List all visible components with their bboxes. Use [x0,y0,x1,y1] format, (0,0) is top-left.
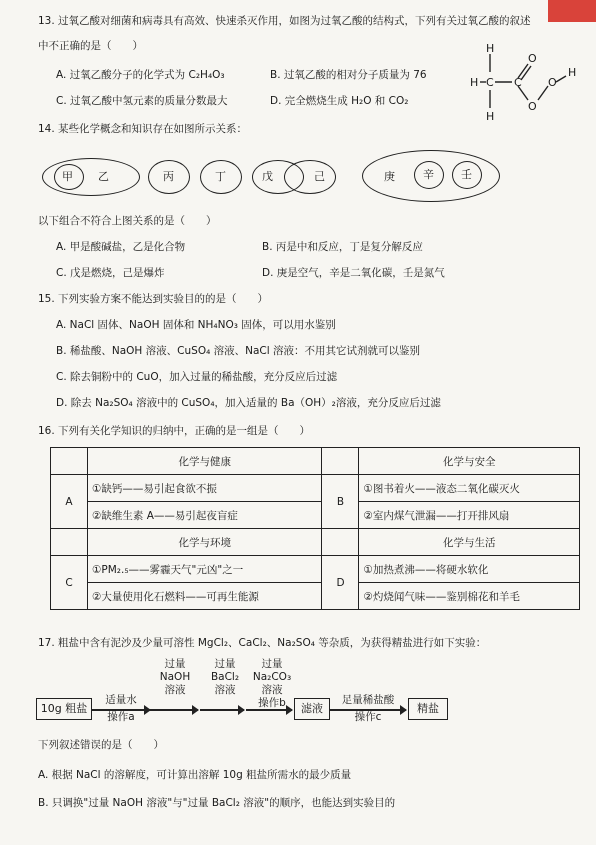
q17-stem: 17. 粗盐中含有泥沙及少量可溶性 MgCl₂、CaCl₂、Na₂SO₄ 等杂质，为获得精盐进行如下实验： [38,637,487,649]
q15-option-d: D. 除去 Na₂SO₄ 溶液中的 CuSO₄，加入适量的 Ba（OH）₂溶液，充分反应后过滤 [56,397,441,409]
cell-d2: ②灼烧闻气味——鉴别棉花和羊毛 [359,583,580,610]
label-xin: 辛 [423,168,434,181]
table-row [51,583,580,610]
header-health: 化学与健康 [88,448,322,475]
q14-option-c: C. 戊是燃烧，己是爆炸 [56,267,165,279]
reagent-bacl2: 过量 BaCl₂ 溶液 [210,658,240,696]
q13-option-a: A. 过氧乙酸分子的化学式为 C₂H₄O₃ [56,69,225,81]
q16-stem: 16. 下列有关化学知识的归纳中，正确的是一组是（ ） [38,425,311,437]
table-row [51,556,580,583]
header-life: 化学与生活 [359,529,580,556]
step1-top: 适量水 [105,694,137,706]
struct-h-top: H [486,42,495,55]
label-jia: 甲 [62,170,73,183]
table-row [51,529,580,556]
cell-a2: ②缺维生素 A——易引起夜盲症 [88,502,322,529]
label-geng: 庚 [384,170,395,183]
q13-option-c: C. 过氧乙酸中氢元素的质量分数最大 [56,95,228,107]
circle-ji [284,160,336,194]
q13-option-b: B. 过氧乙酸的相对分子质量为 76 [270,69,427,81]
reagent-naoh: 过量 NaOH 溶液 [159,658,191,696]
struct-o2: O [548,76,557,89]
q14-option-b: B. 丙是中和反应，丁是复分解反应 [262,241,423,253]
step6-top: 足量稀盐酸 [341,694,395,706]
q13-stem-line2: 中不正确的是（ ） [38,40,143,52]
q17-option-b: B. 只调换"过量 NaOH 溶液"与"过量 BaCl₂ 溶液"的顺序，也能达到实验目的 [38,797,396,809]
table-row [51,475,580,502]
q15-option-c: C. 除去铜粉中的 CuO，加入过量的稀盐酸，充分反应后过滤 [56,371,338,383]
struct-h-bottom: H [486,110,495,123]
label-b: B [322,475,359,529]
q14-option-a: A. 甲是酸碱盐，乙是化合物 [56,241,186,253]
struct-o1: O [528,100,537,113]
header-safety: 化学与安全 [359,448,580,475]
q15-stem: 15. 下列实验方案不能达到实验目的的是（ ） [38,293,269,305]
step1-bottom: 操作a [107,711,135,723]
label-c: C [51,556,88,610]
table-row [51,502,580,529]
label-wu: 戊 [262,170,273,183]
q13-stem-line1: 13. 过氧乙酸对细菌和病毒具有高效、快速杀灭作用，如图为过氧乙酸的结构式，下列有关过氧乙酸的叙述 [38,15,531,27]
label-d: D [322,556,359,610]
struct-h-end: H [568,66,577,79]
q17-option-a: A. 根据 NaCl 的溶解度，可计算出溶解 10g 粗盐所需水的最少质量 [38,769,352,781]
q14-stem: 14. 某些化学概念和知识存在如图所示关系： [38,123,248,135]
label-ding: 丁 [215,170,226,183]
label-bing: 丙 [163,170,174,183]
step6-bottom: 操作c [354,711,382,723]
header-environment: 化学与环境 [88,529,322,556]
q16-table [50,447,580,610]
struct-c2: C [514,76,522,89]
q13-option-d: D. 完全燃烧生成 H₂O 和 CO₂ [270,95,409,107]
label-ji: 己 [314,170,325,183]
label-yi: 乙 [98,170,109,183]
box-filtrate: 滤液 [294,698,330,720]
arrow-4 [246,709,292,711]
q14-option-d: D. 庚是空气，辛是二氧化碳，壬是氮气 [262,267,445,279]
arrow-3 [200,709,244,711]
reagent-na2co3: 过量 Na₂CO₃ 溶液 操作b [252,658,292,709]
table-row [51,448,580,475]
q15-option-a: A. NaCl 固体、NaOH 固体和 NH₄NO₃ 固体，可以用水鉴别 [56,319,336,331]
q14-question: 以下组合不符合上图关系的是（ ） [38,215,217,227]
label-a: A [51,475,88,529]
q17-question: 下列叙述错误的是（ ） [38,739,164,751]
struct-o-double: O [528,52,537,65]
struct-h-left: H [470,76,479,89]
box-crude-salt: 10g 粗盐 [36,698,92,720]
struct-c1: C [486,76,494,89]
arrow-2 [150,709,198,711]
cell-b2: ②室内煤气泄漏——打开排风扇 [359,502,580,529]
red-corner-mark [548,0,596,22]
cell-b1: ①图书着火——液态二氧化碳灭火 [359,475,580,502]
box-refined-salt: 精盐 [408,698,448,720]
cell-a1: ①缺钙——易引起食欲不振 [88,475,322,502]
cell-d1: ①加热煮沸——将硬水软化 [359,556,580,583]
cell-c2: ②大量使用化石燃料——可再生能源 [88,583,322,610]
label-ren: 壬 [461,168,472,181]
q15-option-b: B. 稀盐酸、NaOH 溶液、CuSO₄ 溶液、NaCl 溶液：不用其它试剂就可以鉴别 [56,345,421,357]
cell-c1: ①PM₂.₅——雾霾天气"元凶"之一 [88,556,322,583]
peracetic-acid-structure-diagram [466,42,584,124]
